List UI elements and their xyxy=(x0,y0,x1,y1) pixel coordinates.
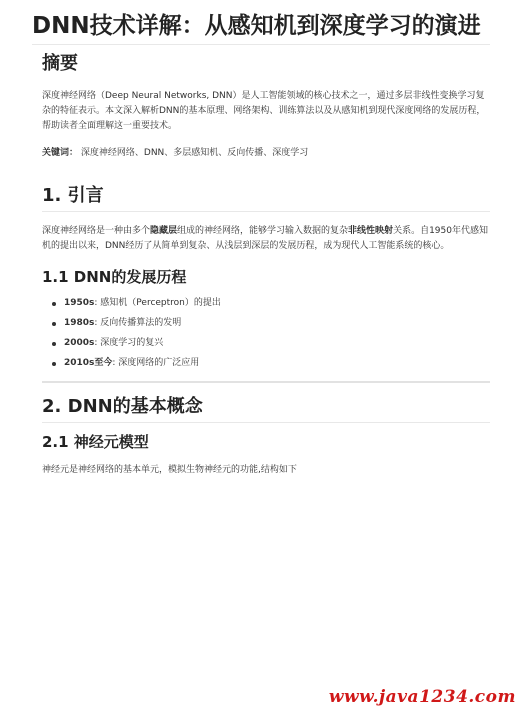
keywords-label: 关键词： xyxy=(42,148,79,158)
history-text: : 深度学习的复兴 xyxy=(94,338,164,348)
history-era: 2010s至今 xyxy=(64,358,113,368)
intro-bold-hidden-layer: 隐藏层 xyxy=(150,226,178,236)
keywords-text: 深度神经网络、DNN、多层感知机、反向传播、深度学习 xyxy=(80,148,309,158)
history-text: : 感知机（Perceptron）的提出 xyxy=(94,298,221,308)
intro-text-2: 组成的神经网络，能够学习输入数据的复杂 xyxy=(177,226,349,236)
section-2-heading: 2. DNN的基本概念 xyxy=(42,394,490,423)
document-title: DNN技术详解：从感知机到深度学习的演进 xyxy=(32,10,490,45)
list-item xyxy=(42,317,490,330)
abstract-heading: 摘要 xyxy=(42,53,78,74)
list-item xyxy=(42,297,490,310)
watermark-logo: www.java1234.com xyxy=(328,687,516,707)
list-item xyxy=(42,337,490,350)
subsection-2-1-heading: 2.1 神经元模型 xyxy=(42,433,149,451)
keywords-line xyxy=(42,146,490,161)
intro-paragraph xyxy=(42,224,490,254)
abstract-text: 深度神经网络（Deep Neural Networks, DNN）是人工智能领域的核心技术之一，通过多层非线性变换学习复杂的特征表示。本文深入解析DNN的基本原理、网络架构、训练算法以及从感知机到现代深度网络的发展历程，帮助读者全面理解这一重要技术。 xyxy=(42,91,486,131)
history-text: : 深度网络的广泛应用 xyxy=(112,358,200,368)
section-1-heading: 1. 引言 xyxy=(42,183,490,212)
intro-text-1: 深度神经网络是一种由多个 xyxy=(42,226,151,236)
history-era: 1950s xyxy=(64,298,95,308)
subsection-1-1-heading: 1.1 DNN的发展历程 xyxy=(42,268,187,286)
section-divider xyxy=(42,381,490,383)
history-era: 2000s xyxy=(64,338,95,348)
history-list xyxy=(42,297,490,370)
intro-bold-nonlinear: 非线性映射 xyxy=(348,226,394,236)
intro-text-3: 关系。自1950年代感知机的提出以来，DNN经历了从简单到复杂、从浅层到深层的发展历程，成为现代人工智能系统的核心。 xyxy=(42,226,488,251)
neuron-paragraph: 神经元是神经网络的基本单元，模拟生物神经元的功能,结构如下 xyxy=(42,465,297,475)
list-item xyxy=(42,357,490,370)
history-era: 1980s xyxy=(64,318,95,328)
history-text: : 反向传播算法的发明 xyxy=(94,318,182,328)
